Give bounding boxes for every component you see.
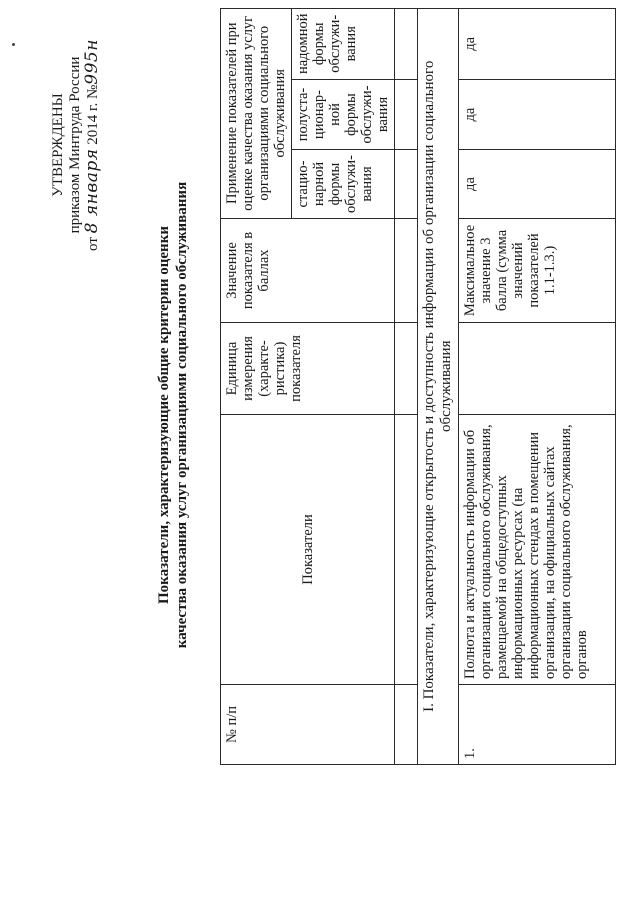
section-row xyxy=(418,8,459,764)
spacer-cell xyxy=(395,219,418,323)
header-row-1 xyxy=(221,8,292,764)
approval-heading: УТВЕРЖДЕНЫ xyxy=(50,93,66,197)
header-home: надомной формы обслужи-вания xyxy=(292,8,395,80)
spacer-cell xyxy=(395,685,418,765)
indicators-table xyxy=(220,8,616,765)
spacer-cell xyxy=(395,8,418,80)
section-title: I. Показатели, характеризующие открытость и доступность информации об организации социального обслуживания xyxy=(418,8,459,764)
approval-stamp xyxy=(50,25,102,265)
row-value: Максимальное значение 3 балла (сумма значений показателей 1.1-1.3.) xyxy=(459,219,616,323)
row-unit xyxy=(459,323,616,415)
handwritten-date: 8 января xyxy=(82,148,102,234)
spacer-cell xyxy=(395,150,418,219)
spacer-row xyxy=(395,8,418,764)
row-num: 1. xyxy=(459,685,616,765)
row-semi-stationary: да xyxy=(459,80,616,150)
row-indicator: Полнота и актуальность информации об организации социального обслуживания, размещаемой на общедоступных информационных ресурсах (на информационных стендах в помещении организации, на официальных сайтах организации социального обслуживания, органов xyxy=(459,415,616,685)
table-row xyxy=(459,8,616,764)
header-num: № п/п xyxy=(221,685,395,765)
handwritten-number: 995н xyxy=(82,39,102,85)
row-stationary: да xyxy=(459,150,616,219)
row-home: да xyxy=(459,8,616,80)
spacer-cell xyxy=(395,415,418,685)
approval-order: приказом Минтруда России xyxy=(67,56,83,234)
spacer-cell xyxy=(395,323,418,415)
approval-date-line xyxy=(84,25,102,265)
header-semi-stationary: полуста-ционар-ной формы обслужи-вания xyxy=(292,80,395,150)
document-title xyxy=(155,125,191,705)
header-stationary: стацио-нарной формы обслужи-вания xyxy=(292,150,395,219)
title-line-2: качества оказания услуг организациями социального обслуживания xyxy=(174,181,190,649)
header-unit: Единица измерения (характе-ристика) показателя xyxy=(221,323,395,415)
header-application: Применение показателей при оценке качества оказания услуг организациями социального обслуживания xyxy=(221,8,292,218)
title-line-1: Показатели, характеризующие общие критерии оценки xyxy=(156,226,172,604)
header-value: Значение показателя в баллах xyxy=(221,219,395,323)
approval-year-number: 2014 г. № xyxy=(85,84,101,145)
spacer-cell xyxy=(395,80,418,150)
approval-date-prefix: от xyxy=(85,237,101,251)
scan-speck xyxy=(12,43,15,46)
header-indicators: Показатели xyxy=(221,415,395,685)
